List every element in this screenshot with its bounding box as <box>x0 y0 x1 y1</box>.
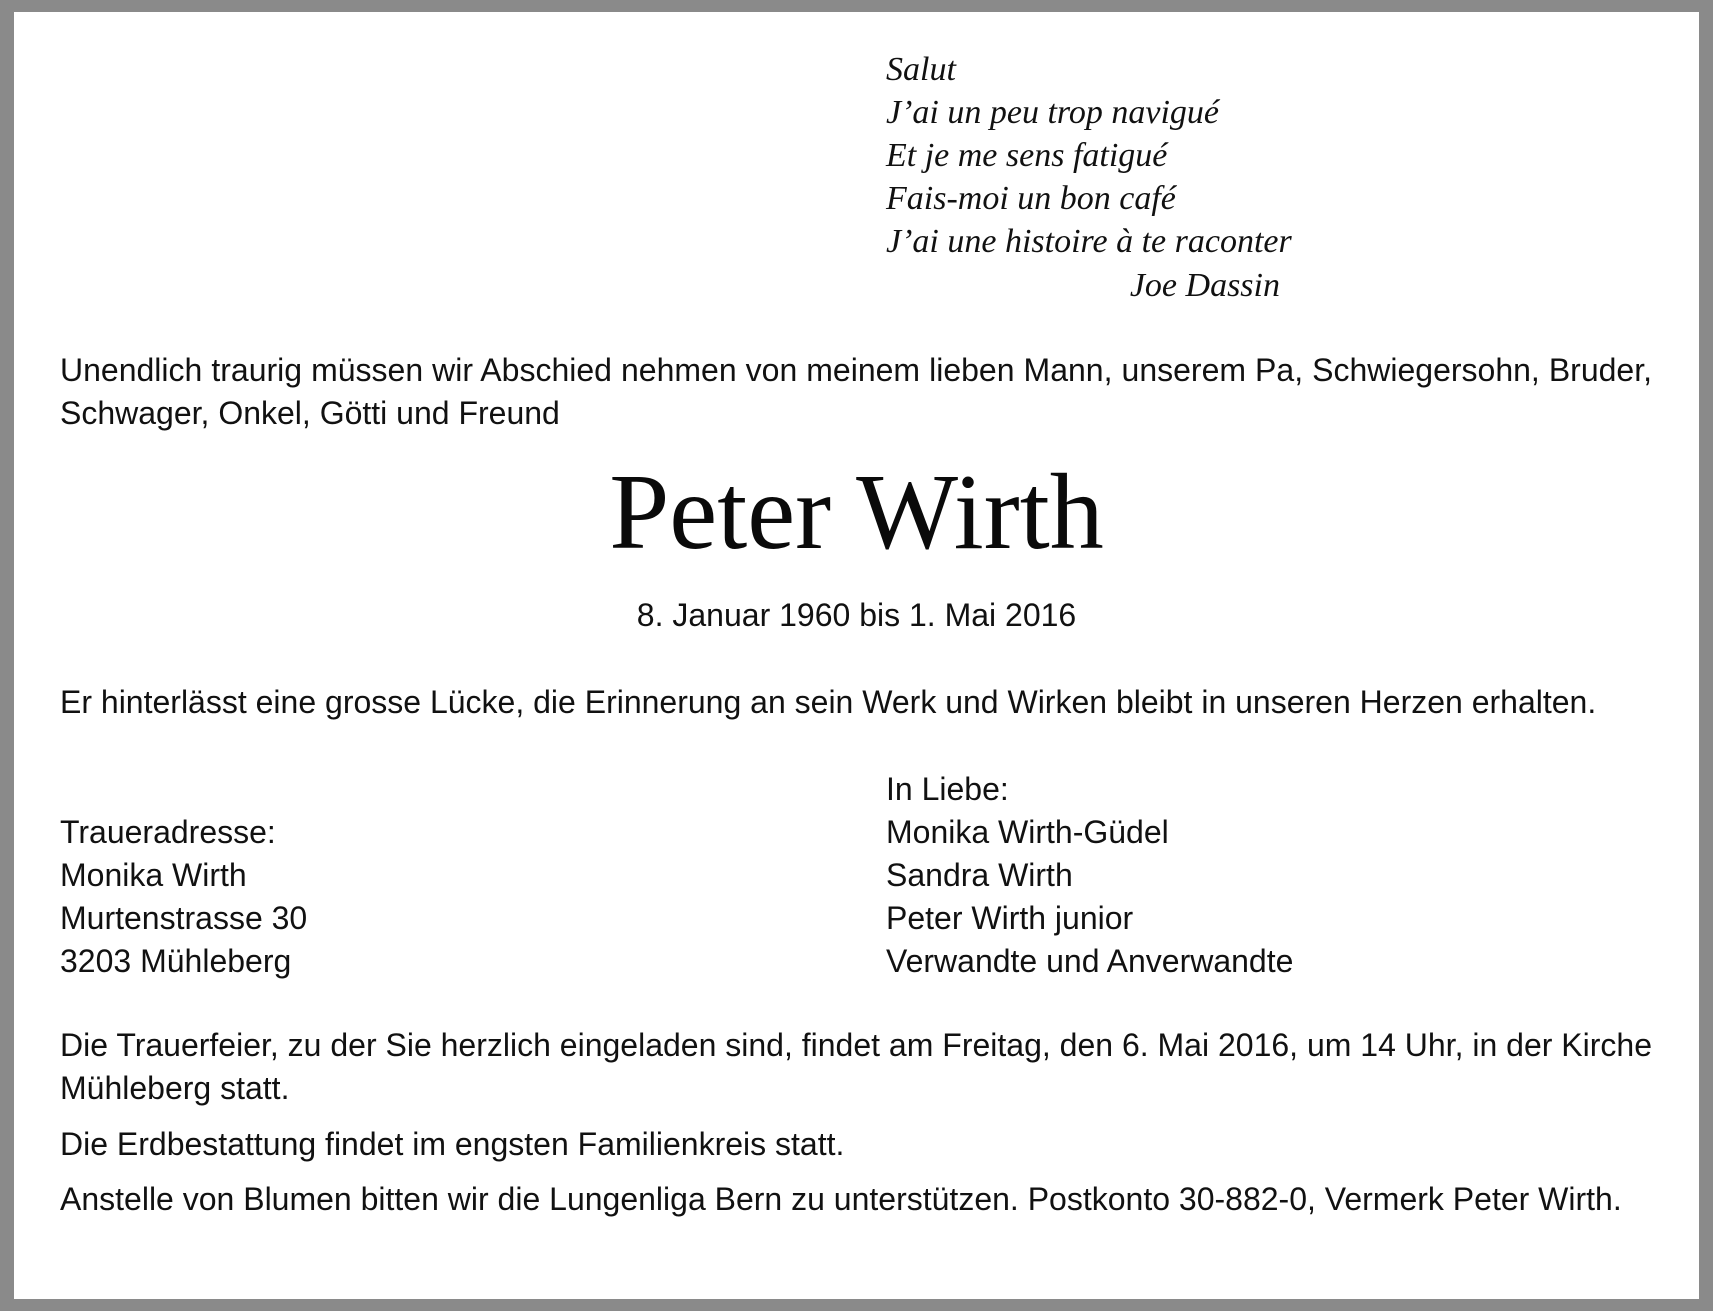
ceremony-text: Die Trauerfeier, zu der Sie herzlich eingeladen sind, findet am Freitag, den 6. Mai 2016, um 14 Uhr, in der Kirche Mühleberg statt. <box>60 1027 1652 1106</box>
legacy-text: Er hinterlässt eine grosse Lücke, die Erinnerung an sein Werk und Wirken bleibt in unseren Herzen erhalten. <box>60 684 1597 720</box>
poem-author: Joe Dassin <box>1129 267 1280 304</box>
family-list <box>886 768 1293 983</box>
poem-line: Et je me sens fatigué <box>886 137 1168 174</box>
address-heading: Traueradresse: <box>60 814 276 850</box>
poem-line: Salut <box>886 51 956 88</box>
life-dates: 8. Januar 1960 bis 1. Mai 2016 <box>636 597 1077 633</box>
deceased-name: Peter Wirth <box>609 453 1104 572</box>
family-member: Sandra Wirth <box>886 857 1073 893</box>
address-street: Murtenstrasse 30 <box>60 900 308 936</box>
burial-text: Die Erdbestattung findet im engsten Familienkreis statt. <box>60 1126 845 1162</box>
family-member: Peter Wirth junior <box>886 900 1134 936</box>
poem <box>886 48 1292 263</box>
family-heading: In Liebe: <box>886 771 1009 807</box>
address-city: 3203 Mühleberg <box>60 943 292 979</box>
poem-line: Fais-moi un bon café <box>886 180 1176 217</box>
family-member: Monika Wirth-Güdel <box>886 814 1169 850</box>
poem-line: J’ai un peu trop navigué <box>886 94 1219 131</box>
donation-text: Anstelle von Blumen bitten wir die Lungenliga Bern zu unterstützen. Postkonto 30-882-0, Vermerk Peter Wirth. <box>60 1181 1622 1217</box>
family-member: Verwandte und Anverwandte <box>886 943 1294 979</box>
poem-line: J’ai une histoire à te raconter <box>886 223 1292 260</box>
intro-text: Unendlich traurig müssen wir Abschied nehmen von meinem lieben Mann, unserem Pa, Schwiegersohn, Bruder, Schwager, Onkel, Götti und Freund <box>60 352 1652 431</box>
mourning-address <box>60 811 307 983</box>
address-name: Monika Wirth <box>60 857 247 893</box>
